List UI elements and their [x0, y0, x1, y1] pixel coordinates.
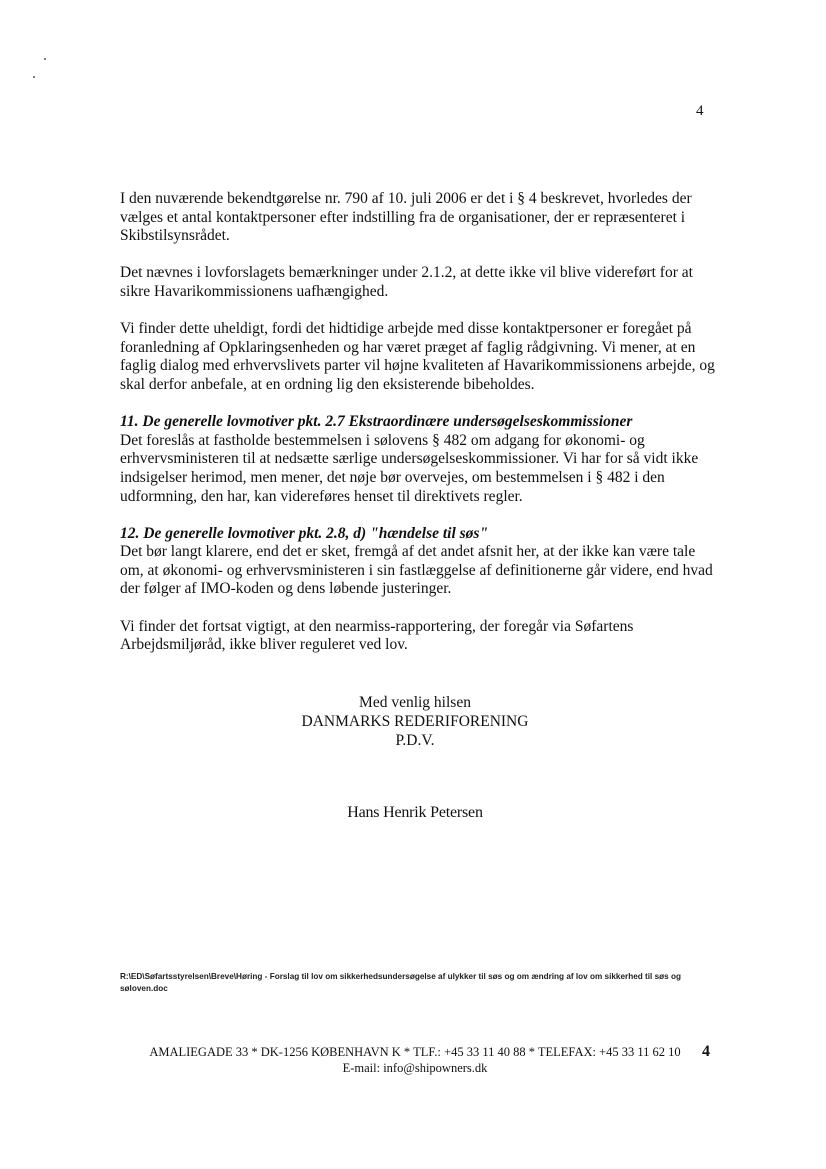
letter-body [120, 190, 720, 673]
closing-pdv: P.D.V. [395, 732, 435, 749]
paragraph: Det nævnes i lovforslagets bemærkninger under 2.1.2, at dette ikke vil blive videreført for at sikre Havarikommissionens uafhængighed. [120, 264, 693, 300]
paragraph: I den nuværende bekendtgørelse nr. 790 af 10. juli 2006 er det i § 4 beskrevet, hvorledes der vælges et antal kontaktpersoner efter indstilling fra de organisationer, der er repræsenteret i Skibstilsynsrådet. [120, 190, 692, 245]
scan-speck [33, 76, 35, 78]
footer-page-number: 4 [702, 1043, 710, 1060]
section-12 [120, 525, 720, 599]
footer [120, 1044, 710, 1076]
footer-email: E-mail: info@shipowners.dk [342, 1061, 488, 1075]
closing-organization: DANMARKS REDERIFORENING [301, 713, 529, 730]
scan-speck [44, 58, 46, 60]
section-text: Det bør langt klarere, end det er sket, fremgå af det andet afsnit her, at der ikke kan være tale om, at økonomi- og erhvervsministeren i sin fastlæggelse af definitionerne går videre, end hvad der følger af IMO-koden og dens løbende justeringer. [120, 543, 713, 598]
section-11 [120, 413, 720, 506]
footer-address: AMALIEGADE 33 * DK-1256 KØBENHAVN K * TLF.: +45 33 11 40 88 * TELEFAX: +45 33 11 62 10 [149, 1045, 681, 1059]
paragraph: Vi finder dette uheldigt, fordi det hidtidige arbejde med disse kontaktpersoner er foregået på foranledning af Opklaringsenheden og har været præget af faglig rådgivning. Vi mener, at en faglig dialog med erhvervslivets parter vil højne kvaliteten af Havarikommissionens arbejde, og skal derfor anbefale, at en ordning lig den eksisterende bibeholdes. [120, 320, 715, 393]
file-path: R:\ED\Søfartsstyrelsen\Breve\Høring - Forslag til lov om sikkerhedsundersøgelse af ulykker til søs og om ændring af lov om sikkerhed til søs og søloven.doc [120, 972, 681, 993]
paragraph: Vi finder det fortsat vigtigt, at den nearmiss-rapportering, der foregår via Søfartens Arbejdsmiljøråd, ikke bliver reguleret ved lov. [120, 617, 634, 654]
closing-greeting: Med venlig hilsen [359, 694, 471, 711]
section-heading: 12. De generelle lovmotiver pkt. 2.8, d) "hændelse til søs" [120, 524, 489, 542]
closing-block [120, 693, 710, 750]
page-number: 4 [696, 103, 704, 119]
signature-name: Hans Henrik Petersen [347, 804, 483, 821]
section-text: Det foreslås at fastholde bestemmelsen i sølovens § 482 om adgang for økonomi- og erhvervsministeren til at nedsætte særlige undersøgelseskommissioner. Vi har for så vidt ikke indsigelser herimod, men mener, det nøje bør overvejes, om bestemmelsen i § 482 i den udformning, den har, kan videreføres henset til direktivets regler. [120, 431, 699, 505]
section-heading: 11. De generelle lovmotiver pkt. 2.7 Ekstraordinære undersøgelseskommissioner [120, 413, 633, 431]
